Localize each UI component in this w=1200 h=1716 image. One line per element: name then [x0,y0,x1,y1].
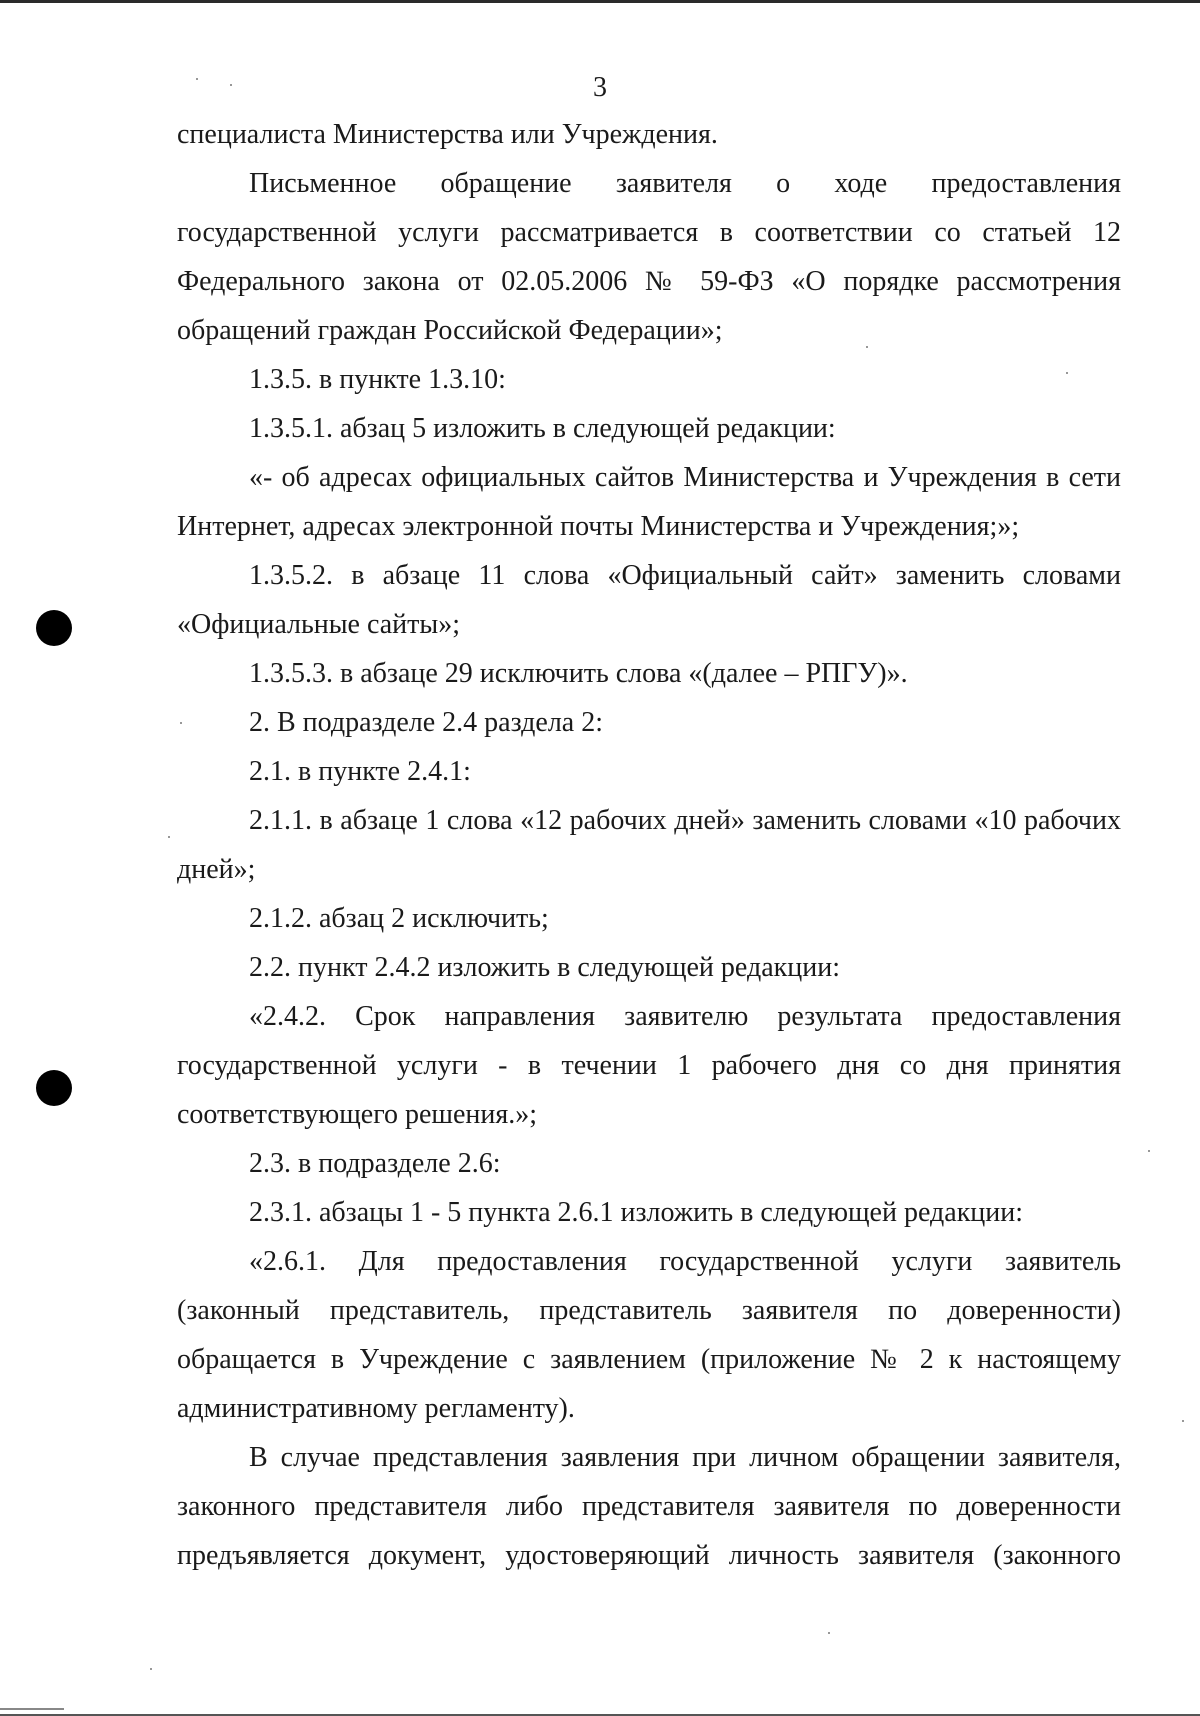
document-body [177,110,1121,1580]
paragraph: 1.3.5. в пункте 1.3.10: [249,364,506,395]
paragraph: 2.1.2. абзац 2 исключить; [249,903,549,934]
paragraph: «2.4.2. Срок направления заявителю результата предоставления государственной услуги - в течении 1 рабочего дня со дня принятия соответствующего решения.»; [177,1001,1121,1130]
scan-speck [866,346,868,348]
punch-hole [36,610,72,646]
scan-speck [1182,1420,1184,1422]
scan-speck [1148,1150,1150,1152]
paragraph: 2.3.1. абзацы 1 - 5 пункта 2.6.1 изложить в следующей редакции: [249,1197,1024,1228]
scan-speck [180,722,182,724]
paragraph: 2.3. в подразделе 2.6: [249,1148,501,1179]
scan-speck [150,1668,152,1670]
paragraph: 1.3.5.3. в абзаце 29 исключить слова «(далее – РПГУ)». [249,658,908,689]
page-top-edge [0,0,1200,3]
scan-speck [196,78,198,80]
paragraph: 2.2. пункт 2.4.2 изложить в следующей редакции: [249,952,840,983]
paragraph: специалиста Министерства или Учреждения. [177,119,718,150]
paragraph: 2.1.1. в абзаце 1 слова «12 рабочих дней» заменить словами «10 рабочих дней»; [177,805,1121,885]
scan-speck [230,84,232,86]
punch-hole [36,1070,72,1106]
paragraph: 2. В подразделе 2.4 раздела 2: [249,707,603,738]
paragraph: Письменное обращение заявителя о ходе предоставления государственной услуги рассматривается в соответствии со статьей 12 Федерального закона от 02.05.2006 № 59-ФЗ «О порядке рассмотрения обращений граждан Российской Федерации»; [177,168,1121,346]
paragraph: «- об адресах официальных сайтов Министерства и Учреждения в сети Интернет, адресах электронной почты Министерства и Учреждения;»; [177,462,1121,542]
paragraph: 2.1. в пункте 2.4.1: [249,756,471,787]
paragraph: «2.6.1. Для предоставления государственной услуги заявитель (законный представитель, представитель заявителя по доверенности) обращается в Учреждение с заявлением (приложение № 2 к настоящему административному регламенту). [177,1246,1121,1424]
paragraph: 1.3.5.2. в абзаце 11 слова «Официальный сайт» заменить словами «Официальные сайты»; [177,560,1121,640]
scan-speck [168,836,170,838]
page-number: 3 [593,72,607,103]
paragraph: 1.3.5.1. абзац 5 изложить в следующей редакции: [249,413,836,444]
scan-edge-mark [0,1708,64,1710]
paragraph: В случае представления заявления при личном обращении заявителя, законного представителя либо представителя заявителя по доверенности предъявляется документ, удостоверяющий личность заявителя (законного [177,1442,1121,1571]
scan-speck [828,1632,830,1634]
scan-speck [1066,372,1068,374]
